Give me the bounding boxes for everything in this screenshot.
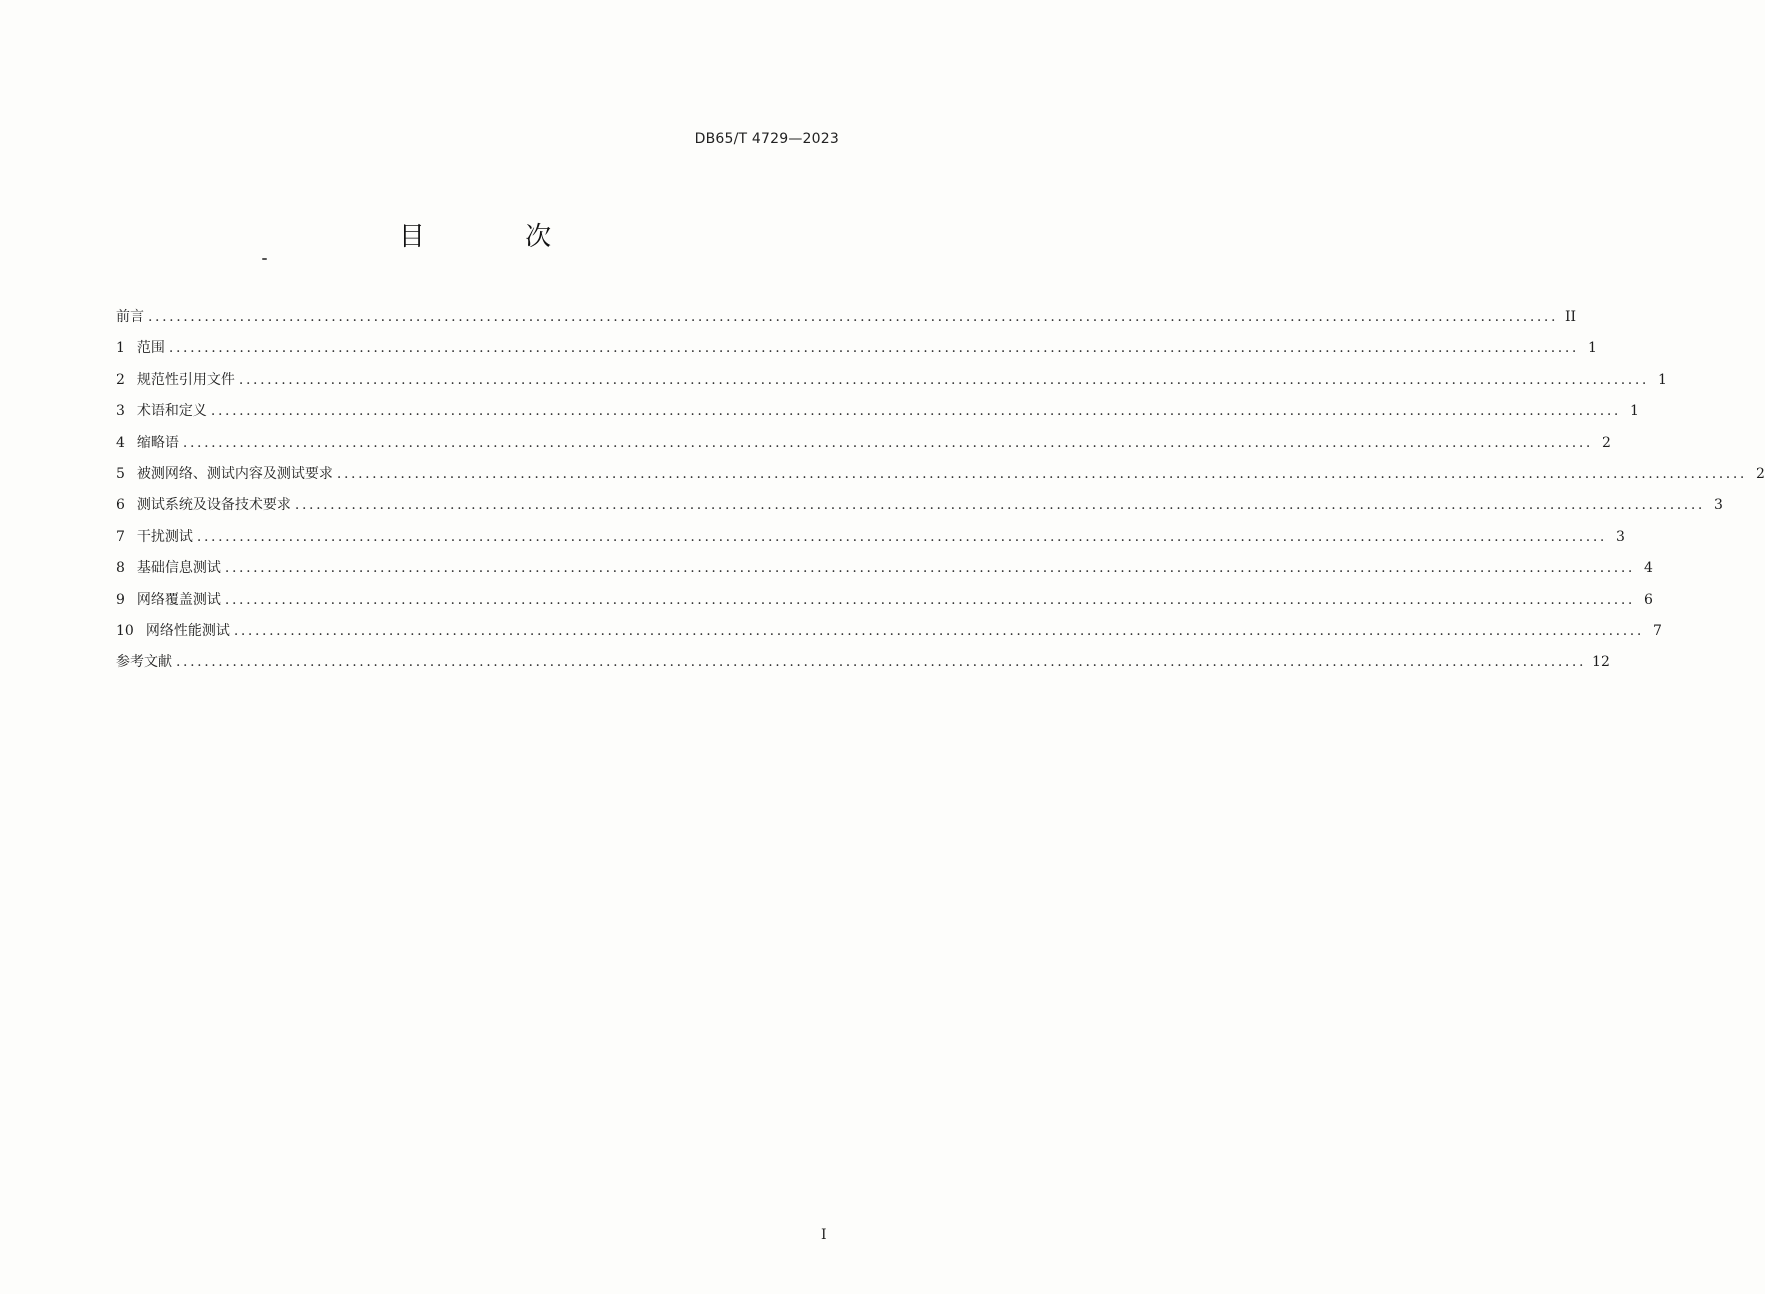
toc-dot-leader: ........................................................................................................................................................................................................ — [196, 528, 1607, 545]
toc-entry-label: 规范性引用文件 — [136, 371, 235, 388]
toc-dot-leader: ........................................................................................................................................................................................................ — [238, 371, 1649, 388]
toc-entry[interactable] — [116, 616, 1662, 647]
toc-entry[interactable] — [116, 365, 1667, 396]
toc-entry-label: 干扰测试 — [136, 528, 193, 545]
toc-entry[interactable] — [116, 396, 1639, 427]
toc-entry-number: 6 — [116, 497, 125, 514]
toc-entry-number: 3 — [116, 403, 125, 420]
toc-title: 目 次 — [398, 222, 598, 252]
toc-entry[interactable] — [116, 490, 1723, 521]
toc-entry-number: 8 — [116, 560, 125, 577]
toc-dot-leader: ........................................................................................................................................................................................................ — [294, 497, 1705, 514]
toc-dot-leader: ........................................................................................................................................................................................................ — [233, 622, 1644, 639]
toc-entry-label: 参考文献 — [116, 654, 172, 671]
toc-entry-label: 术语和定义 — [136, 403, 207, 420]
toc-entry-number: 4 — [116, 434, 125, 451]
toc-entry-label: 被测网络、测试内容及测试要求 — [136, 465, 333, 482]
toc-entry-label: 范围 — [136, 340, 165, 357]
scan-speck — [262, 258, 267, 260]
toc-entry-label: 网络覆盖测试 — [136, 591, 221, 608]
toc-entry-page: 1 — [1630, 403, 1639, 420]
table-of-contents — [116, 302, 1765, 679]
toc-entry-number: 5 — [116, 465, 125, 482]
toc-entry-page: 3 — [1714, 497, 1723, 514]
toc-entry-label: 缩略语 — [136, 434, 179, 451]
toc-entry-page: 12 — [1592, 654, 1610, 671]
toc-entry[interactable] — [116, 522, 1625, 553]
toc-entry[interactable] — [116, 647, 1610, 678]
toc-dot-leader: ........................................................................................................................................................................................................ — [176, 654, 1587, 671]
page-number: I — [821, 1227, 827, 1243]
toc-entry-number: 2 — [116, 371, 125, 388]
toc-entry[interactable] — [116, 302, 1577, 333]
toc-entry-page: 1 — [1588, 340, 1597, 357]
toc-entry-page: 2 — [1602, 434, 1611, 451]
toc-entry-label: 前言 — [116, 309, 144, 325]
toc-entry-page: 3 — [1616, 528, 1625, 545]
toc-entry[interactable] — [116, 585, 1653, 616]
toc-entry-number: 9 — [116, 591, 125, 608]
toc-dot-leader: ........................................................................................................................................................................................................ — [336, 465, 1747, 482]
toc-dot-leader: ........................................................................................................................................................................................................ — [210, 403, 1621, 420]
toc-entry[interactable] — [116, 553, 1653, 584]
toc-entry-number: 1 — [116, 340, 125, 357]
toc-entry-page: 7 — [1652, 622, 1662, 639]
toc-entry-page: 2 — [1756, 465, 1765, 482]
toc-entry-page: 4 — [1644, 560, 1653, 577]
toc-dot-leader: ........................................................................................................................................................................................................ — [168, 340, 1579, 357]
toc-dot-leader: ........................................................................................................................................................................................................ — [224, 560, 1635, 577]
toc-entry-number: 10 — [116, 622, 134, 639]
toc-entry-page: 1 — [1658, 371, 1667, 388]
toc-entry[interactable] — [116, 459, 1765, 490]
toc-entry-page: 6 — [1644, 591, 1653, 608]
toc-entry-page: II — [1564, 309, 1577, 325]
toc-dot-leader: ........................................................................................................................................................................................................ — [224, 591, 1635, 608]
document-code: DB65/T 4729—2023 — [694, 131, 839, 147]
toc-entry-number: 7 — [116, 528, 125, 545]
toc-entry[interactable] — [116, 428, 1611, 459]
toc-dot-leader: ........................................................................................................................................................................................................ — [148, 309, 1559, 325]
toc-entry-label: 测试系统及设备技术要求 — [136, 497, 291, 514]
toc-entry-label: 网络性能测试 — [145, 622, 230, 639]
toc-dot-leader: ........................................................................................................................................................................................................ — [182, 434, 1593, 451]
toc-entry-label: 基础信息测试 — [136, 560, 221, 577]
toc-entry[interactable] — [116, 333, 1597, 364]
